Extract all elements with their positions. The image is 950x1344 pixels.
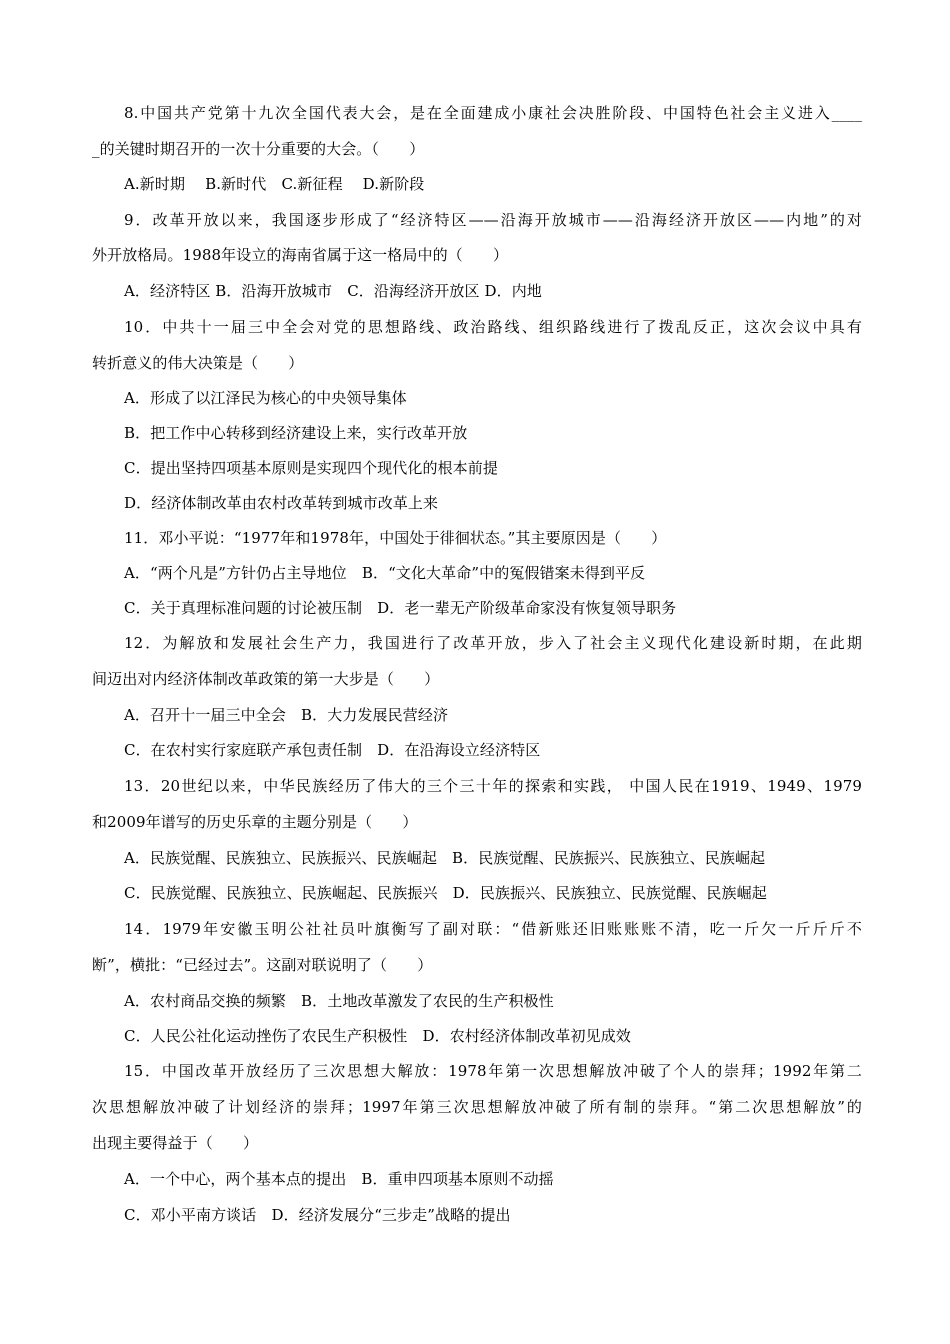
q13-options-ab: A．民族觉醒、民族独立、民族振兴、民族崛起 B．民族觉醒、民族振兴、民族独立、民族崛起: [124, 849, 766, 867]
q11-options-ab: A．“两个凡是”方针仍占主导地位 B．“文化大革命”中的冤假错案未得到平反: [124, 564, 646, 582]
q15-options-cd: C．邓小平南方谈话 D．经济发展分“三步走”战略的提出: [124, 1206, 511, 1224]
q10-option-d: D．经济体制改革由农村改革转到城市改革上来: [124, 494, 439, 512]
q15-stem-line-3: 出现主要得益于（ ）: [92, 1134, 259, 1152]
q8-stem-line-2: _的关键时期召开的一次十分重要的大会。（ ）: [92, 140, 425, 158]
q13-options-cd: C．民族觉醒、民族独立、民族崛起、民族振兴 D．民族振兴、民族独立、民族觉醒、民族崛起: [124, 884, 767, 902]
q14-stem-line-2: 断”，横批：“已经过去”。这副对联说明了（ ）: [92, 956, 433, 974]
q13-stem-line-2: 和2009年谱写的历史乐章的主题分别是（ ）: [92, 813, 418, 831]
q10-stem-line-1: 10．中共十一届三中全会对党的思想路线、政治路线、组织路线进行了拨乱反正，这次会议中具有: [124, 318, 862, 336]
q14-options-ab: A．农村商品交换的频繁 B．土地改革激发了农民的生产积极性: [124, 992, 554, 1010]
q10-option-c: C．提出坚持四项基本原则是实现四个现代化的根本前提: [124, 459, 498, 477]
q13-stem-line-1: 13．20世纪以来，中华民族经历了伟大的三个三十年的探索和实践， 中国人民在1919、1949、1979: [124, 777, 862, 795]
q15-stem-line-2: 次思想解放冲破了计划经济的崇拜；1997年第三次思想解放冲破了所有制的崇拜。“第二次思想解放”的: [92, 1098, 862, 1116]
q9-options: A．经济特区 B．沿海开放城市 C．沿海经济开放区 D．内地: [124, 282, 542, 300]
q9-stem-line-1: 9．改革开放以来，我国逐步形成了“经济特区——沿海开放城市——沿海经济开放区——内地”的对: [124, 211, 862, 229]
q14-stem-line-1: 14．1979年安徽玉明公社社员叶旗衡写了副对联：“借新账还旧账账账不清，吃一斤欠一斤斤斤不: [124, 920, 862, 938]
q14-options-cd: C．人民公社化运动挫伤了农民生产积极性 D．农村经济体制改革初见成效: [124, 1027, 631, 1045]
q10-option-b: B．把工作中心转移到经济建设上来，实行改革开放: [124, 424, 468, 442]
q12-options-cd: C．在农村实行家庭联产承包责任制 D．在沿海设立经济特区: [124, 741, 541, 759]
q15-options-ab: A．一个中心，两个基本点的提出 B．重申四项基本原则不动摇: [124, 1170, 554, 1188]
q12-stem-line-2: 间迈出对内经济体制改革政策的第一大步是（ ）: [92, 670, 440, 688]
q8-stem-line-1: 8.中国共产党第十九次全国代表大会，是在全面建成小康社会决胜阶段、中国特色社会主义进入____: [124, 104, 862, 122]
q12-stem-line-1: 12．为解放和发展社会生产力，我国进行了改革开放，步入了社会主义现代化建设新时期，在此期: [124, 634, 862, 652]
q11-stem-line-1: 11．邓小平说：“1977年和1978年，中国处于徘徊状态。”其主要原因是（ ）: [124, 529, 667, 547]
q10-stem-line-2: 转折意义的伟大决策是（ ）: [92, 354, 304, 372]
q11-options-cd: C．关于真理标准问题的讨论被压制 D．老一辈无产阶级革命家没有恢复领导职务: [124, 599, 677, 617]
q8-options: A.新时期 B.新时代 C.新征程 D.新阶段: [124, 175, 425, 193]
q12-options-ab: A．召开十一届三中全会 B．大力发展民营经济: [124, 706, 449, 724]
q15-stem-line-1: 15．中国改革开放经历了三次思想大解放：1978年第一次思想解放冲破了个人的崇拜；1992年第二: [124, 1062, 862, 1080]
q9-stem-line-2: 外开放格局。1988年设立的海南省属于这一格局中的（ ）: [92, 246, 509, 264]
q10-option-a: A．形成了以江泽民为核心的中央领导集体: [124, 389, 407, 407]
